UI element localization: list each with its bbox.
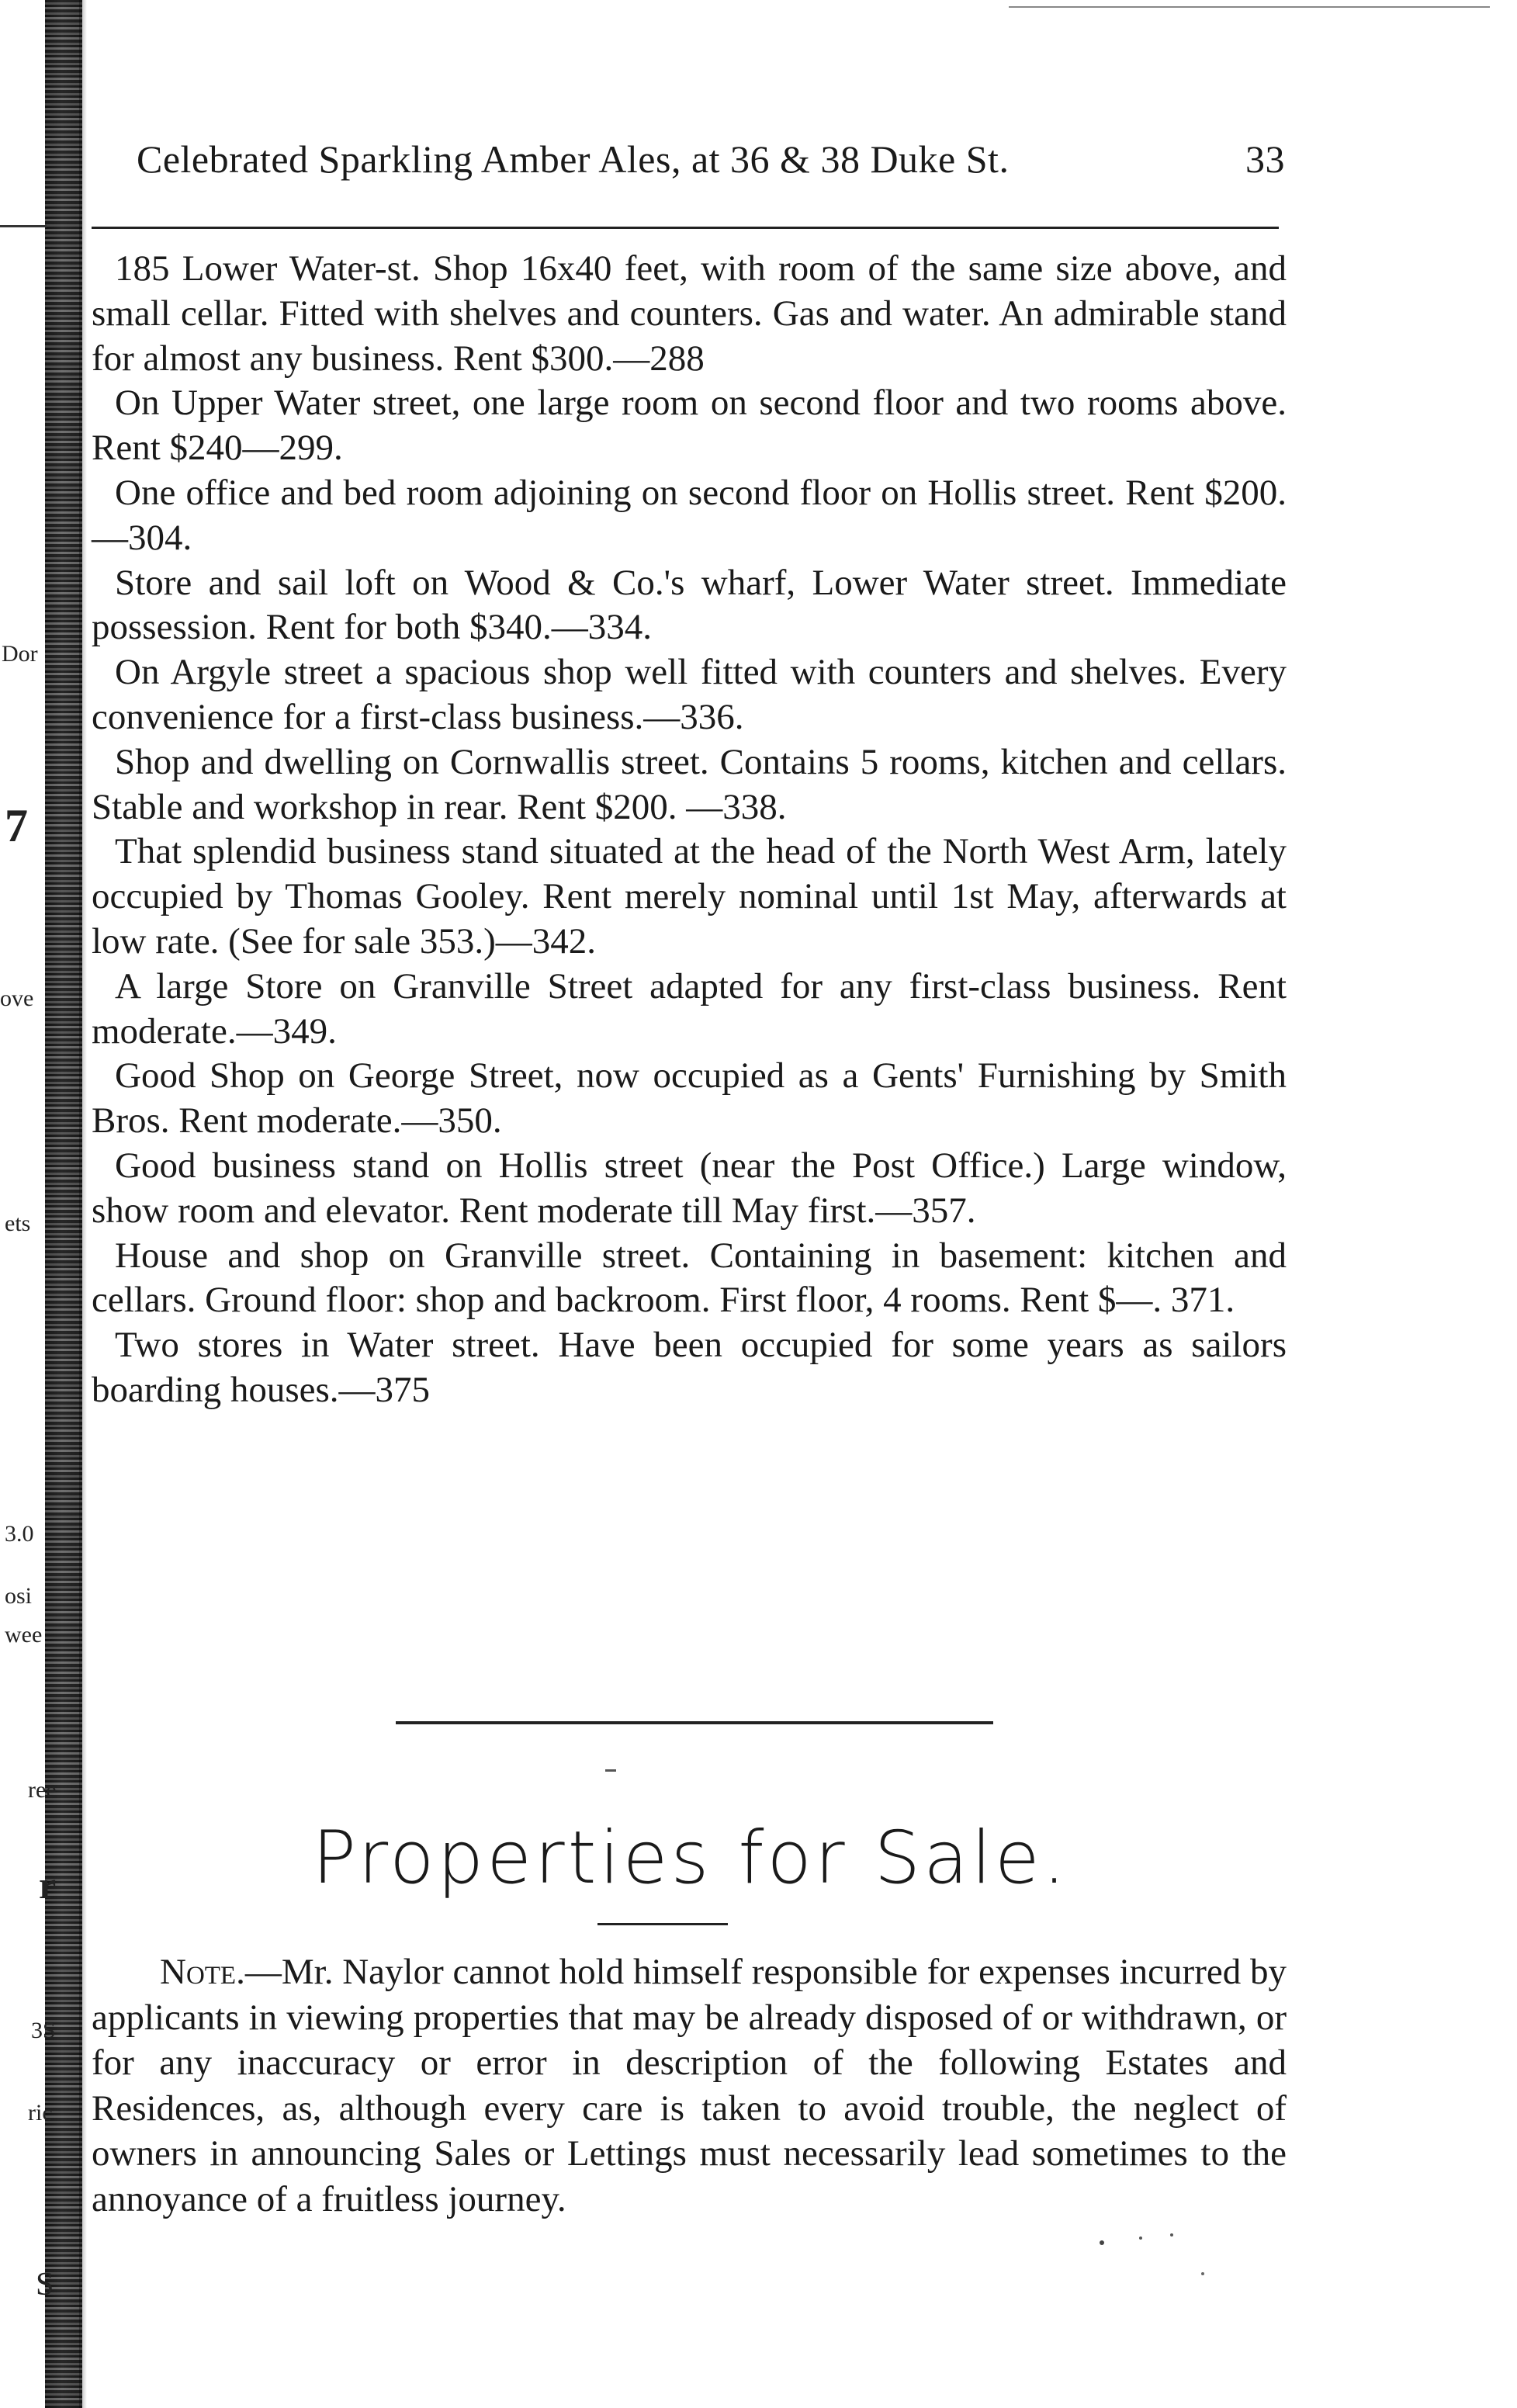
speck-marks: [1086, 2227, 1242, 2289]
margin-fragment: Dor: [2, 641, 38, 667]
margin-fragment: ric: [28, 2100, 53, 2126]
margin-fragment: wee: [5, 1622, 43, 1647]
listing-item: On Upper Water street, one large room on second floor and two rooms above. Rent $240—299.: [92, 383, 1287, 469]
note-label: Note.: [160, 1952, 245, 1992]
margin-fragment: S: [36, 2267, 54, 2302]
listing-item: That splendid business stand situated at the head of the North West Arm, lately occupied by Thomas Gooley. Rent merely nominal until 1st May, afterwards at low rate. (See for sale 353.)—342.: [92, 831, 1287, 961]
listing-item: Shop and dwelling on Cornwallis street. Contains 5 rooms, kitchen and cellars. Stable and workshop in rear. Rent $200. —338.: [92, 741, 1287, 827]
sale-note: [92, 1949, 1287, 2222]
listing-item: Two stores in Water street. Have been occupied for some years as sailors boarding houses.—375: [92, 1325, 1287, 1410]
listing-item: A large Store on Granville Street adapted for any first-class business. Rent moderate.—349.: [92, 965, 1287, 1052]
section-divider: [396, 1721, 993, 1724]
margin-fragment: 7: [5, 800, 28, 851]
header-rule: [92, 227, 1279, 229]
listing-item: On Argyle street a spacious shop well fitted with counters and shelves. Every convenience for a first-class business.—336.: [92, 652, 1287, 737]
title-underline: [597, 1923, 728, 1925]
binding-shadow: [79, 0, 87, 2408]
page-number: 33: [1245, 137, 1285, 181]
section-title: Properties for Sale.: [312, 1816, 1069, 1900]
listing-item: Store and sail loft on Wood & Co.'s wharf, Lower Water street. Immediate possession. Rent for both $340.—334.: [92, 562, 1287, 648]
scan-top-rule: [1009, 6, 1490, 8]
margin-fragment: 3S: [31, 2018, 56, 2043]
listing-item: House and shop on Granville street. Containing in basement: kitchen and cellars. Ground floor: shop and backroom. First floor, 4 rooms. Rent $—. 371.: [92, 1235, 1287, 1321]
margin-fragment: ets: [5, 1211, 31, 1236]
margin-fragment: osi: [5, 1583, 33, 1609]
listing-item: Good business stand on Hollis street (near the Post Office.) Large window, show room and elevator. Rent moderate till May first.—357.: [92, 1145, 1287, 1231]
running-head-title: Celebrated Sparkling Amber Ales, at 36 & 38 Duke St.: [137, 137, 1010, 181]
rental-listings: [92, 247, 1287, 1413]
margin-fragment: ove: [0, 986, 34, 1011]
binding-edge: [45, 0, 82, 2408]
listing-item: Good Shop on George Street, now occupied as a Gents' Furnishing by Smith Bros. Rent moderate.—350.: [92, 1055, 1287, 1142]
margin-fragment: r: [39, 1863, 57, 1907]
listing-item: 185 Lower Water-st. Shop 16x40 feet, with room of the same size above, and small cellar. Fitted with shelves and counters. Gas and water. An admirable stand for almost any business. Rent $300.—288: [92, 248, 1287, 379]
margin-fragment: ree: [28, 1777, 57, 1803]
note-body: —Mr. Naylor cannot hold himself responsible for expenses incurred by applicants in viewing properties that may be already disposed of or withdrawn, or for any inaccuracy or error in description of the following Estates and Residences, as, although every care is taken to avoid trouble, the neglect of owners in announcing Sales or Lettings must necessarily lead sometimes to the annoyance of a fruitless journey.: [92, 1952, 1287, 2219]
margin-fragment: 3.0: [5, 1521, 34, 1547]
listing-item: One office and bed room adjoining on second floor on Hollis street. Rent $200.—304.: [92, 472, 1287, 558]
left-margin-rule: [0, 225, 47, 227]
running-head: [137, 137, 1285, 182]
print-specks: [1086, 2227, 1242, 2295]
print-speck: [605, 1769, 616, 1772]
